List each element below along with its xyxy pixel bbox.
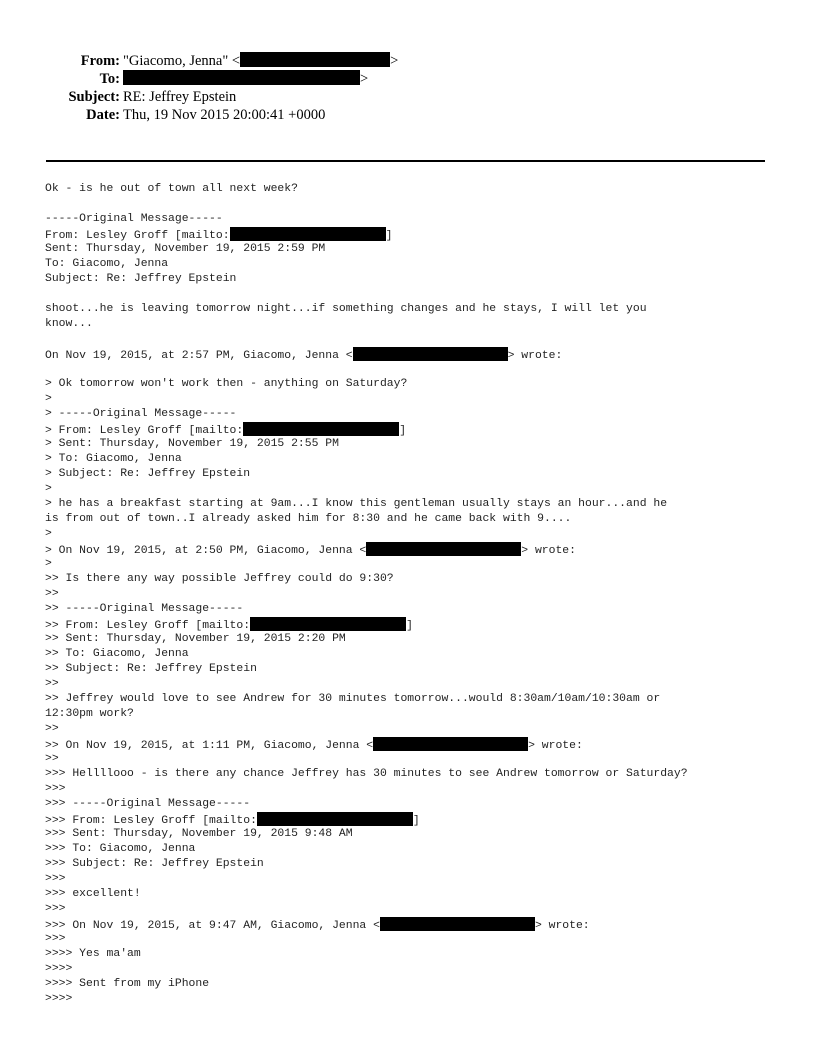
body-line (45, 662, 785, 677)
body-line (45, 752, 785, 767)
body-line (45, 617, 785, 632)
line-text: shoot...he is leaving tomorrow night...if something changes and he stays, I will let you (45, 303, 647, 315)
line-text: > Subject: Re: Jeffrey Epstein (45, 468, 251, 480)
body-line (45, 587, 785, 602)
body-line (45, 947, 785, 962)
to-value (123, 70, 368, 88)
subject-value: RE: Jeffrey Epstein (123, 89, 237, 105)
body-line (45, 452, 785, 467)
line-text: From: Lesley Groff [mailto: (45, 230, 230, 242)
body-line (45, 602, 785, 617)
line-text: >> From: Lesley Groff [mailto: (45, 620, 251, 632)
line-text: > he has a breakfast starting at 9am...I know this gentleman usually stays an hour...and he (45, 498, 668, 510)
body-line (45, 932, 785, 947)
body-line (45, 182, 785, 197)
subject-label: Subject: (68, 89, 120, 105)
body-line (45, 437, 785, 452)
from-value (123, 52, 398, 70)
body-line (45, 212, 785, 227)
line-text: >>>> Sent from my iPhone (45, 978, 210, 990)
from-close: > (390, 53, 399, 69)
wrote-suffix: > wrote: (521, 545, 576, 557)
redaction-box (380, 917, 535, 931)
line-text: > To: Giacomo, Jenna (45, 453, 182, 465)
line-text: > (45, 528, 52, 540)
body-line (45, 827, 785, 842)
redaction-box (243, 422, 399, 436)
line-text: Sent: Thursday, November 19, 2015 2:59 PM (45, 243, 326, 255)
line-text: >>>> Yes ma'am (45, 948, 141, 960)
line-text: >>> (45, 783, 66, 795)
line-text: >>> -----Original Message----- (45, 798, 251, 810)
body-line (45, 812, 785, 827)
body-line (45, 797, 785, 812)
line-text: To: Giacomo, Jenna (45, 258, 169, 270)
body-line (45, 767, 785, 782)
body-line (45, 302, 785, 317)
email-header (0, 52, 816, 124)
line-text: >>> Hellllooo - is there any chance Jeffrey has 30 minutes to see Andrew tomorrow or Saturday? (45, 768, 688, 780)
body-line (45, 557, 785, 572)
body-line (45, 407, 785, 422)
redaction-box (373, 737, 528, 751)
line-text: > (45, 393, 52, 405)
body-line (45, 257, 785, 272)
body-line (45, 722, 785, 737)
body-line (45, 647, 785, 662)
body-line (45, 227, 785, 242)
body-line (45, 917, 785, 932)
line-text: know... (45, 318, 93, 330)
subject-row (0, 88, 816, 106)
line-text: >> (45, 588, 59, 600)
line-text: is from out of town..I already asked him for 8:30 and he came back with 9.... (45, 513, 572, 525)
redaction-box (123, 70, 360, 85)
mailto-close: ] (385, 230, 393, 242)
body-line (45, 542, 785, 557)
body-line (45, 317, 785, 332)
line-text: >> (45, 678, 59, 690)
mailto-close: ] (399, 425, 407, 437)
line-text: >>> (45, 873, 66, 885)
line-text: >> Jeffrey would love to see Andrew for 30 minutes tomorrow...would 8:30am/10am/10:30am or (45, 693, 661, 705)
line-text: >> Is there any way possible Jeffrey could do 9:30? (45, 573, 394, 585)
body-line (45, 977, 785, 992)
line-text: > (45, 558, 52, 570)
redaction-box (353, 347, 508, 361)
header-divider (46, 160, 765, 162)
body-line (45, 242, 785, 257)
redaction-box (250, 617, 406, 631)
line-text: >>> (45, 903, 66, 915)
from-row (0, 52, 816, 70)
line-text: >>> Sent: Thursday, November 19, 2015 9:48 AM (45, 828, 353, 840)
date-value: Thu, 19 Nov 2015 20:00:41 +0000 (123, 107, 326, 123)
body-line (45, 467, 785, 482)
body-line (45, 572, 785, 587)
date-row (0, 106, 816, 124)
line-text: On Nov 19, 2015, at 2:57 PM, Giacomo, Jenna < (45, 350, 353, 362)
to-label: To: (99, 71, 120, 87)
body-line (45, 482, 785, 497)
line-text: 12:30pm work? (45, 708, 134, 720)
line-text: >> -----Original Message----- (45, 603, 244, 615)
body-line (45, 392, 785, 407)
line-text: > (45, 483, 52, 495)
line-text: >>> On Nov 19, 2015, at 9:47 AM, Giacomo, Jenna < (45, 920, 380, 932)
line-text: >> To: Giacomo, Jenna (45, 648, 189, 660)
redaction-box (230, 227, 386, 241)
to-close: > (360, 71, 369, 87)
body-line (45, 992, 785, 1007)
body-line (45, 332, 785, 347)
line-text: >> On Nov 19, 2015, at 1:11 PM, Giacomo, Jenna < (45, 740, 374, 752)
line-text: >>> Subject: Re: Jeffrey Epstein (45, 858, 264, 870)
body-line (45, 512, 785, 527)
body-line (45, 857, 785, 872)
line-text: >>> (45, 933, 66, 945)
line-text: >> (45, 753, 59, 765)
body-line (45, 197, 785, 212)
body-line (45, 887, 785, 902)
body-line (45, 287, 785, 302)
body-line (45, 677, 785, 692)
body-line (45, 692, 785, 707)
line-text: >> (45, 723, 59, 735)
line-text: >>> From: Lesley Groff [mailto: (45, 815, 257, 827)
wrote-suffix: > wrote: (507, 350, 563, 362)
redaction-box (257, 812, 413, 826)
body-line (45, 362, 785, 377)
line-text: >>>> (45, 993, 73, 1005)
wrote-suffix: > wrote: (534, 920, 590, 932)
from-label: From: (80, 53, 120, 69)
line-text: >>>> (45, 963, 73, 975)
line-text: >> Subject: Re: Jeffrey Epstein (45, 663, 257, 675)
email-body (45, 182, 785, 1007)
line-text: >>> To: Giacomo, Jenna (45, 843, 196, 855)
body-line (45, 737, 785, 752)
line-text: Ok - is he out of town all next week? (45, 183, 298, 195)
body-line (45, 842, 785, 857)
to-row (0, 70, 816, 88)
date-label: Date: (86, 107, 120, 123)
line-text: > On Nov 19, 2015, at 2:50 PM, Giacomo, Jenna < (45, 545, 367, 557)
line-text: >> Sent: Thursday, November 19, 2015 2:20 PM (45, 633, 346, 645)
body-line (45, 902, 785, 917)
mailto-close: ] (412, 815, 420, 827)
wrote-suffix: > wrote: (528, 740, 583, 752)
line-text: > -----Original Message----- (45, 408, 237, 420)
body-line (45, 347, 785, 362)
line-text: -----Original Message----- (45, 213, 223, 225)
body-line (45, 272, 785, 287)
body-line (45, 962, 785, 977)
body-line (45, 422, 785, 437)
body-line (45, 377, 785, 392)
line-text: > Ok tomorrow won't work then - anything on Saturday? (45, 378, 408, 390)
body-line (45, 632, 785, 647)
body-line (45, 782, 785, 797)
from-name: "Giacomo, Jenna" < (123, 53, 241, 69)
mailto-close: ] (406, 620, 413, 632)
redaction-box (240, 52, 390, 67)
body-line (45, 527, 785, 542)
redaction-box (366, 542, 521, 556)
line-text: > Sent: Thursday, November 19, 2015 2:55 PM (45, 438, 339, 450)
line-text: > From: Lesley Groff [mailto: (45, 425, 244, 437)
line-text: >>> excellent! (45, 888, 141, 900)
body-line (45, 872, 785, 887)
line-text: Subject: Re: Jeffrey Epstein (45, 273, 237, 285)
body-line (45, 497, 785, 512)
body-line (45, 707, 785, 722)
